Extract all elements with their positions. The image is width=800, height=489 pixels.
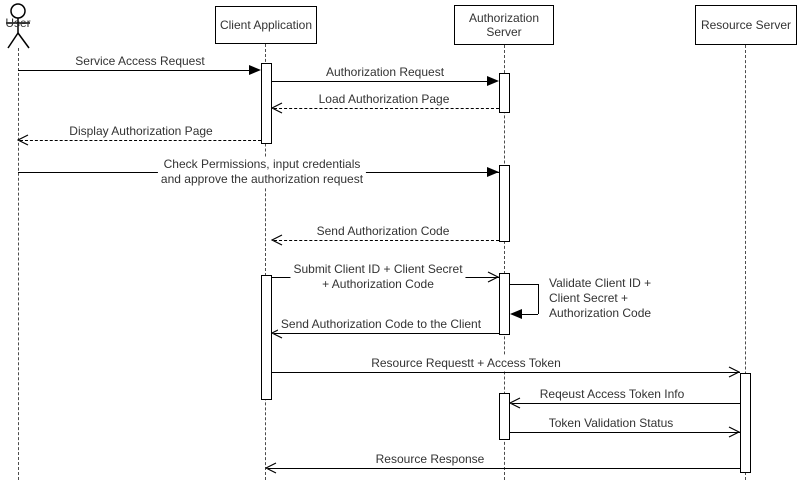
arrowhead-open-right-icon <box>487 271 499 283</box>
arrowhead-filled-left-icon <box>510 309 522 319</box>
activation-resource-1 <box>740 373 751 473</box>
message-line <box>268 468 740 469</box>
message-line <box>272 81 494 82</box>
lifeline-user <box>18 48 19 480</box>
message-label: Display Authorization Page <box>66 124 215 139</box>
participant-authorization-server <box>454 5 554 45</box>
participant-auth-label: Authorization Server <box>468 11 540 39</box>
message-label: Service Access Request <box>72 54 207 69</box>
activation-auth-1 <box>499 73 510 113</box>
activation-auth-2 <box>499 165 510 242</box>
message-label: Token Validation Status <box>546 416 677 431</box>
participant-client-label: Client Application <box>219 18 313 32</box>
self-message-bottom-line <box>521 314 538 315</box>
message-line <box>274 240 499 241</box>
participant-resource-server <box>695 5 797 45</box>
message-line <box>18 70 256 71</box>
message-label: Load Authorization Page <box>316 92 453 107</box>
arrowhead-open-left-icon <box>271 102 283 114</box>
arrowhead-open-right-icon <box>728 366 740 378</box>
self-message-top-line <box>510 284 538 285</box>
participant-user-label: User <box>5 16 31 30</box>
message-line <box>512 403 740 404</box>
message-label: Send Authorization Code <box>314 224 453 239</box>
arrowhead-filled-right-icon <box>249 65 261 75</box>
message-line <box>510 432 740 433</box>
participant-resource-label: Resource Server <box>700 18 792 32</box>
message-line <box>274 108 499 109</box>
arrowhead-filled-right-icon <box>487 76 499 86</box>
activation-auth-3 <box>499 273 510 335</box>
arrowhead-open-right-icon <box>728 426 740 438</box>
message-line <box>20 140 261 141</box>
message-label: Submit Client ID + Client Secret + Authorization Code <box>290 262 465 292</box>
message-label: Reqeust Access Token Info <box>537 387 688 402</box>
arrowhead-open-left-icon <box>271 234 283 246</box>
message-label: Resource Requestt + Access Token <box>368 356 564 371</box>
message-line <box>274 333 499 334</box>
arrowhead-open-left-icon <box>509 397 521 409</box>
message-line <box>272 372 740 373</box>
message-label: Check Permissions, input credentials and approve the authorization request <box>158 157 366 187</box>
message-label: Validate Client ID + Client Secret + Authorization Code <box>546 276 654 321</box>
arrowhead-filled-right-icon <box>487 167 499 177</box>
message-label: Authorization Request <box>323 65 447 80</box>
message-label: Send Authorization Code to the Client <box>278 317 484 332</box>
arrowhead-open-left-icon <box>265 462 277 474</box>
self-message-side-line <box>538 284 539 314</box>
message-label: Resource Response <box>373 452 488 467</box>
participant-client-application <box>215 6 317 44</box>
arrowhead-open-left-icon <box>17 134 29 146</box>
